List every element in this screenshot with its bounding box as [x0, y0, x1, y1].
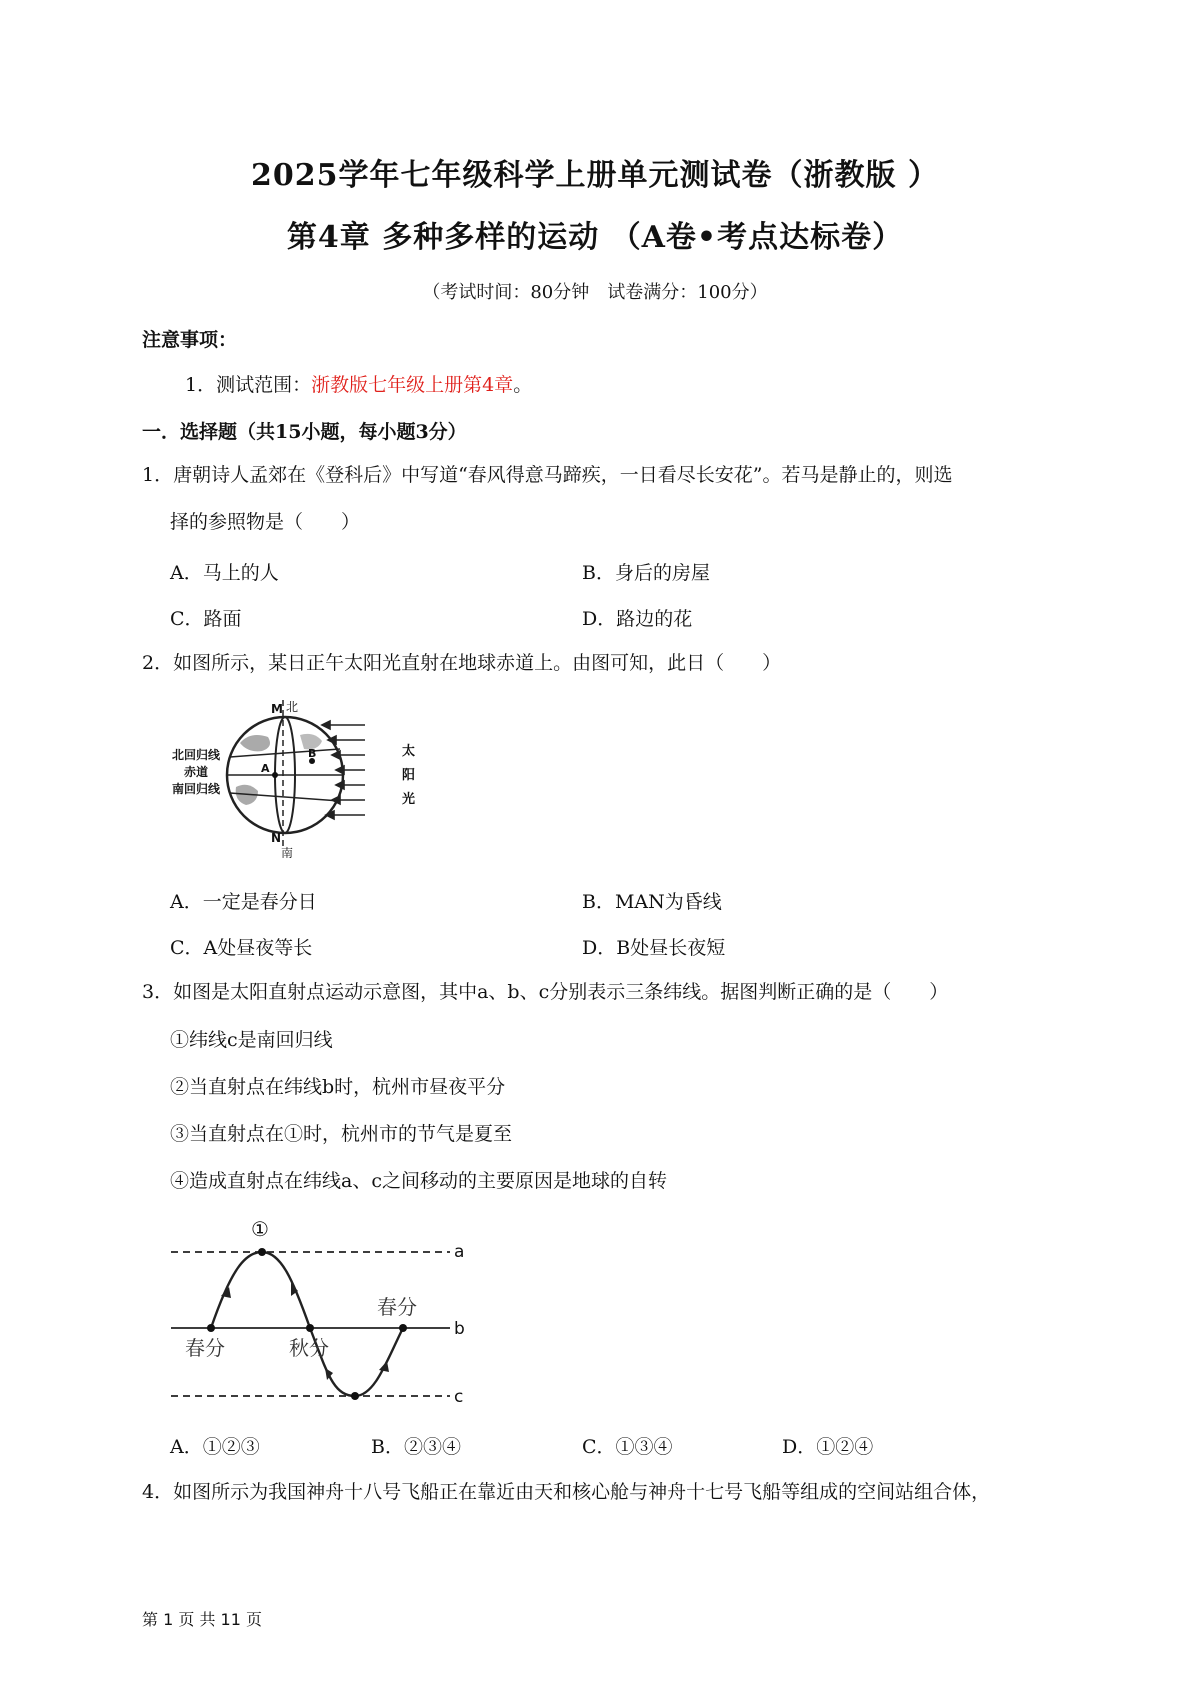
question-3-stem: 3．如图是太阳直射点运动示意图，其中a、b、c分别表示三条纬线。据图判断正确的是（ ）: [142, 981, 949, 1003]
label-point-1: ①: [251, 1217, 269, 1241]
page-footer: 第 1 页 共 11 页: [142, 1610, 262, 1629]
question-1-line1: 1．唐朝诗人孟郊在《登科后》中写道“春风得意马蹄疾，一日看尽长安花”。若马是静止的，则选: [142, 464, 953, 486]
q3-option-a[interactable]: A．①②③: [170, 1436, 260, 1458]
label-tropic-south: 南回归线: [172, 782, 221, 796]
question-2-stem: 2．如图所示，某日正午太阳光直射在地球赤道上。由图可知，此日（ ）: [142, 652, 782, 674]
label-north: 北: [286, 700, 299, 714]
point-a: [272, 772, 278, 778]
point-autumn: [306, 1324, 314, 1332]
q2-option-a[interactable]: A．一定是春分日: [170, 891, 317, 913]
notice-item-1-suffix: 。: [513, 374, 533, 396]
exam-title: 2025学年七年级科学上册单元测试卷（浙教版 ）: [251, 158, 939, 193]
label-m: M: [271, 702, 283, 716]
question-1-line2: 择的参照物是（ ）: [170, 511, 361, 533]
label-sun-1: 太: [402, 744, 416, 759]
label-b: b: [454, 1319, 465, 1339]
q1-option-b[interactable]: B．身后的房屋: [582, 562, 710, 584]
q1-option-d[interactable]: D．路边的花: [582, 608, 693, 630]
point-spring-1: [207, 1324, 215, 1332]
point-spring-2: [399, 1324, 407, 1332]
test-scope: 浙教版七年级上册第4章: [311, 374, 514, 396]
label-b: B: [308, 747, 317, 760]
q3-statement-3: ③当直射点在①时，杭州市的节气是夏至: [170, 1123, 513, 1145]
question-4-stem: 4．如图所示为我国神舟十八号飞船正在靠近由天和核心舱与神舟十七号飞船等组成的空间站组合体，: [142, 1481, 991, 1503]
exam-info: （考试时间：80分钟 试卷满分：100分）: [422, 282, 768, 303]
q1-option-c[interactable]: C．路面: [170, 608, 242, 630]
label-spring-2: 春分: [377, 1295, 417, 1319]
section-heading: 一．选择题（共15小题，每小题3分）: [142, 421, 467, 443]
label-equator: 赤道: [184, 765, 209, 779]
label-sun-3: 光: [402, 792, 416, 807]
q2-option-d[interactable]: D．B处昼长夜短: [582, 937, 726, 959]
label-spring-1: 春分: [185, 1336, 225, 1360]
label-tropic-north: 北回归线: [172, 748, 221, 762]
q3-option-d[interactable]: D．①②④: [782, 1436, 874, 1458]
label-c: c: [454, 1387, 464, 1407]
q3-statement-2: ②当直射点在纬线b时，杭州市昼夜平分: [170, 1076, 506, 1098]
subsolar-path: [211, 1252, 403, 1396]
q2-option-b[interactable]: B．MAN为昏线: [582, 891, 722, 913]
label-n: N: [271, 831, 282, 845]
q1-option-a[interactable]: A．马上的人: [170, 562, 279, 584]
label-a: a: [454, 1242, 465, 1262]
earth-sunlight-figure: [170, 695, 430, 860]
label-south: 南: [281, 846, 294, 860]
q3-statement-4: ④造成直射点在纬线a、c之间移动的主要原因是地球的自转: [170, 1170, 667, 1192]
notice-heading: 注意事项：: [142, 329, 238, 351]
chapter-title: 第4章 多种多样的运动 （A卷•考点达标卷）: [286, 220, 904, 255]
label-sun-2: 阳: [402, 768, 416, 783]
label-a: A: [261, 762, 270, 775]
subsolar-point-figure: [165, 1210, 475, 1410]
label-autumn: 秋分: [289, 1336, 329, 1360]
q3-option-c[interactable]: C．①③④: [582, 1436, 673, 1458]
q2-option-c[interactable]: C．A处昼夜等长: [170, 937, 313, 959]
point-1: [258, 1248, 266, 1256]
notice-item-1: [185, 370, 532, 397]
point-winter: [351, 1392, 359, 1400]
notice-item-1-prefix: 1．测试范围：: [185, 374, 312, 396]
q3-statement-1: ①纬线c是南回归线: [170, 1029, 333, 1051]
q3-option-b[interactable]: B．②③④: [371, 1436, 461, 1458]
